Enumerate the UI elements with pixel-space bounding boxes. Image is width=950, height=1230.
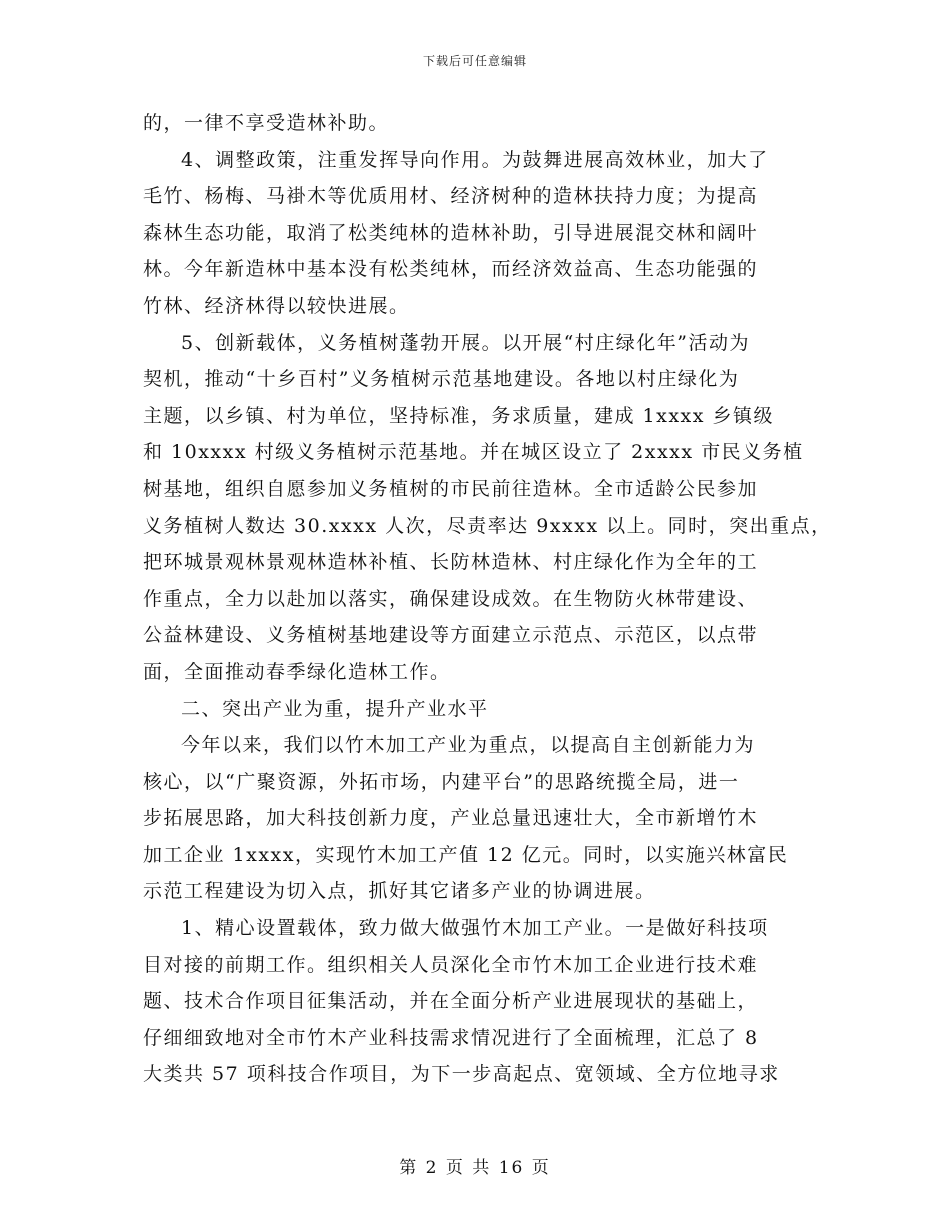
document-body (143, 105, 833, 1093)
paragraph-line: 今年以来，我们以竹木加工产业为重点，以提高自主创新能力为 (181, 734, 756, 757)
section-heading: 二、突出产业为重，提升产业水平 (181, 697, 489, 720)
paragraph-line: 1、精心设置载体，致力做大做强竹木加工产业。一是做好科技项 (181, 917, 769, 940)
text-line: 加工企业 1xxxx，实现竹木加工产值 12 亿元。同时，以实施兴林富民 (143, 843, 789, 866)
paragraph-line: 4、调整政策，注重发挥导向作用。为鼓舞进展高效林业，加大了 (181, 148, 769, 171)
text-line: 面，全面推动春季绿化造林工作。 (143, 660, 451, 683)
text-line: 义务植树人数达 30.xxxx 人次，尽责率达 9xxxx 以上。同时，突出重点， (143, 514, 832, 537)
text-line: 示范工程建设为切入点，抓好其它诸多产业的协调进展。 (143, 880, 656, 903)
text-line: 毛竹、杨梅、马褂木等优质用材、经济树种的造林扶持力度；为提高 (143, 185, 759, 208)
text-line: 和 10xxxx 村级义务植树示范基地。并在城区设立了 2xxxx 市民义务植 (143, 441, 804, 464)
text-line: 题、技术合作项目征集活动，并在全面分析产业进展现状的基础上， (143, 990, 759, 1013)
text-line: 步拓展思路，加大科技创新力度，产业总量迅速壮大，全市新增竹木 (143, 807, 759, 830)
text-line: 林。今年新造林中基本没有松类纯林，而经济效益高、生态功能强的 (143, 258, 759, 281)
text-line: 森林生态功能，取消了松类纯林的造林补助，引导进展混交林和阔叶 (143, 221, 759, 244)
text-line: 核心，以“广聚资源，外拓市场，内建平台”的思路统揽全局，进一 (143, 770, 740, 793)
text-line: 契机，推动“十乡百村”义务植树示范基地建设。各地以村庄绿化为 (143, 368, 740, 391)
page-header: 下载后可任意编辑 (422, 54, 527, 68)
text-line: 把环城景观林景观林造林补植、长防林造林、村庄绿化作为全年的工 (143, 551, 759, 574)
text-line: 大类共 57 项科技合作项目，为下一步高起点、宽领域、全方位地寻求 (143, 1063, 780, 1086)
text-line: 树基地，组织自愿参加义务植树的市民前往造林。全市适龄公民参加 (143, 477, 759, 500)
text-line: 目对接的前期工作。组织相关人员深化全市竹木加工企业进行技术难 (143, 953, 759, 976)
text-line: 的，一律不享受造林补助。 (143, 112, 390, 134)
text-line: 主题，以乡镇、村为单位，坚持标准，务求质量，建成 1xxxx 乡镇级 (143, 404, 775, 427)
text-line: 公益林建设、义务植树基地建设等方面建立示范点、示范区，以点带 (143, 624, 759, 647)
page-number-footer: 第 2 页 共 16 页 (399, 1158, 551, 1178)
paragraph-line: 5、创新载体，义务植树蓬勃开展。以开展“村庄绿化年”活动为 (181, 331, 751, 354)
text-line: 竹林、经济林得以较快进展。 (143, 294, 410, 317)
text-line: 仔细细致地对全市竹木产业科技需求情况进行了全面梳理，汇总了 8 (143, 1026, 759, 1049)
text-line: 作重点，全力以赴加以落实，确保建设成效。在生物防火林带建设、 (143, 587, 759, 610)
